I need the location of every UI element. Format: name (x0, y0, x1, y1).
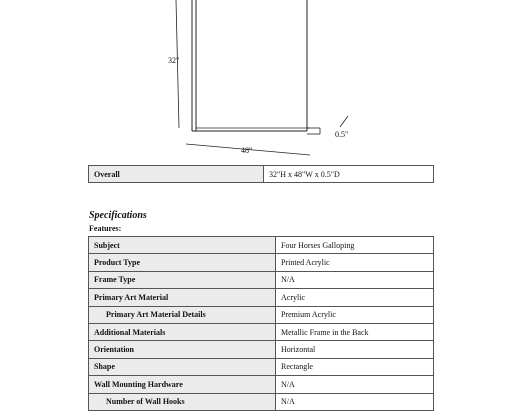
table-row (89, 166, 434, 183)
table-row (89, 393, 434, 410)
dimension-drawing (0, 0, 520, 165)
spec-value: N/A (276, 271, 434, 288)
height-label: 32" (168, 56, 180, 65)
table-row (89, 358, 434, 375)
features-label: Features: (89, 224, 122, 233)
depth-label: 0.5" (335, 130, 349, 139)
spec-value: Metallic Frame in the Back (276, 323, 434, 340)
table-row (89, 271, 434, 288)
spec-value: Four Horses Galloping (276, 237, 434, 254)
table-row (89, 254, 434, 271)
spec-key: Shape (89, 358, 276, 375)
spec-value: Acrylic (276, 289, 434, 306)
spec-key: Number of Wall Hooks (89, 393, 276, 410)
spec-key: Subject (89, 237, 276, 254)
overall-dimensions-table (88, 165, 434, 183)
spec-value: Printed Acrylic (276, 254, 434, 271)
spec-key: Wall Mounting Hardware (89, 376, 276, 393)
spec-value: Horizontal (276, 341, 434, 358)
spec-key: Frame Type (89, 271, 276, 288)
width-label: 48" (241, 146, 253, 155)
spec-key: Orientation (89, 341, 276, 358)
spec-key: Product Type (89, 254, 276, 271)
spec-key: Primary Art Material (89, 289, 276, 306)
table-row (89, 376, 434, 393)
spec-value: N/A (276, 376, 434, 393)
overall-value: 32"H x 48"W x 0.5"D (264, 166, 434, 183)
spec-key: Additional Materials (89, 323, 276, 340)
spec-value: Rectangle (276, 358, 434, 375)
table-row (89, 306, 434, 323)
table-row (89, 289, 434, 306)
spec-value: N/A (276, 393, 434, 410)
specifications-title: Specifications (89, 210, 147, 221)
specifications-table (88, 236, 434, 411)
dimension-diagram (0, 0, 520, 165)
table-row (89, 237, 434, 254)
spec-key: Primary Art Material Details (89, 306, 276, 323)
overall-label: Overall (89, 166, 264, 183)
table-row (89, 341, 434, 358)
table-row (89, 323, 434, 340)
depth-dimension-line (340, 116, 348, 127)
spec-value: Premium Acrylic (276, 306, 434, 323)
